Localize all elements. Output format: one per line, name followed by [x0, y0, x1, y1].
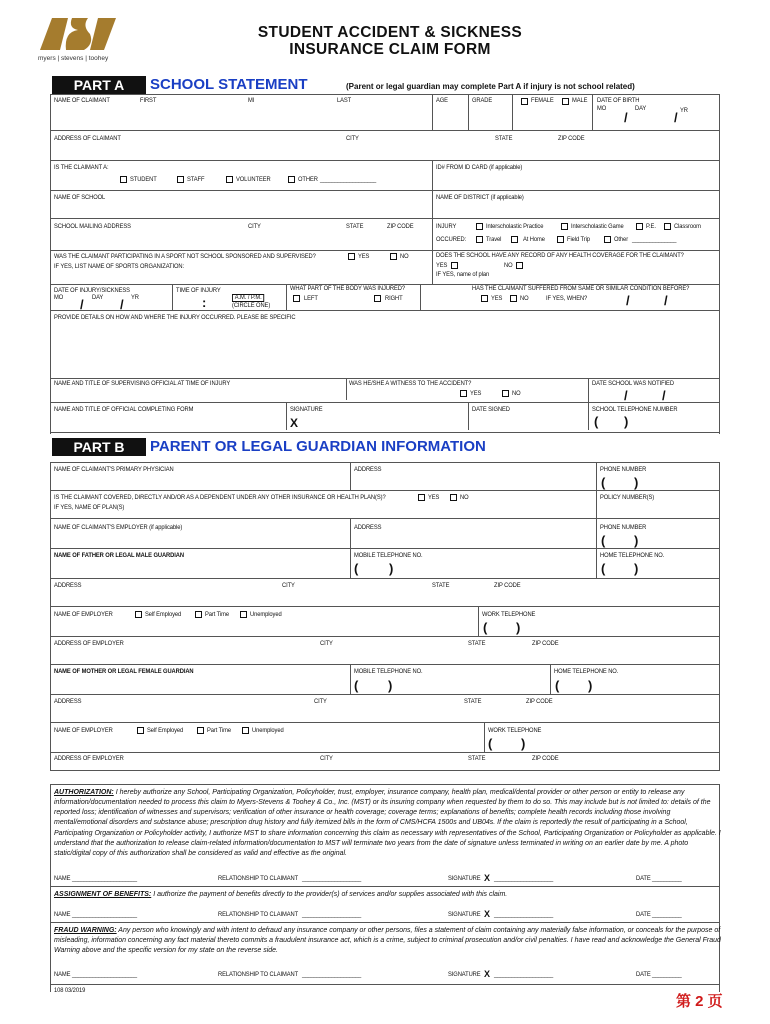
label-mother-employer-city: CITY [320, 755, 333, 762]
label-classroom: Classroom [674, 223, 701, 230]
fraud-name-field[interactable]: ______________________ [72, 971, 137, 978]
assign-relationship-field[interactable]: ____________________ [302, 911, 361, 918]
label-mother-city: CITY [314, 698, 327, 705]
label-field-trip: Field Trip [567, 236, 590, 243]
label-male: MALE [572, 97, 588, 104]
label-name-of-claimant: NAME OF CLAIMANT [54, 97, 110, 104]
fraud-paragraph [54, 926, 722, 956]
label-injury-yr: YR [131, 294, 139, 301]
label-first: FIRST [140, 97, 157, 104]
other-occurred-line[interactable]: _______________ [632, 236, 677, 243]
label-school-telephone: SCHOOL TELEPHONE NUMBER [592, 406, 678, 413]
label-witness-no: NO [512, 390, 521, 397]
label-father-employer-address: ADDRESS OF EMPLOYER [54, 640, 124, 647]
similar-no-checkbox[interactable] [510, 295, 517, 302]
label-sport-org: IF YES, LIST NAME OF SPORTS ORGANIZATION: [54, 263, 185, 270]
label-coverage-no: NO [504, 262, 513, 269]
label-right: RIGHT [385, 295, 403, 302]
label-father-unemployed: Unemployed [250, 611, 282, 618]
label-mother-state: STATE [464, 698, 482, 705]
label-dob-mo: MO [597, 105, 607, 112]
interscholastic-game-checkbox[interactable] [561, 223, 568, 230]
label-school-mailing-address: SCHOOL MAILING ADDRESS [54, 223, 131, 230]
label-coverage-yes: YES [436, 262, 448, 269]
father-unemployed-checkbox[interactable] [240, 611, 247, 618]
other-checkbox[interactable] [288, 176, 295, 183]
injury-date-slash-1: / [80, 297, 84, 312]
label-city: CITY [346, 135, 359, 142]
label-primary-physician: NAME OF CLAIMANT'S PRIMARY PHYSICIAN [54, 466, 174, 473]
assign-signature-x: X [484, 909, 491, 919]
label-mother-self-employed: Self Employed [147, 727, 184, 734]
label-mother-unemployed: Unemployed [252, 727, 284, 734]
label-employer-phone: PHONE NUMBER [600, 524, 647, 531]
label-if-yes-plans: IF YES, NAME OF PLAN(S) [54, 504, 125, 511]
label-official-completing: NAME AND TITLE OF OFFICIAL COMPLETING FORM [54, 406, 194, 413]
witness-no-checkbox[interactable] [502, 390, 509, 397]
label-occurred: OCCURED: [436, 236, 467, 243]
label-witness-yes: YES [470, 390, 482, 397]
label-dob-yr: YR [680, 107, 688, 114]
other-line[interactable]: ___________________ [320, 176, 376, 183]
label-signature: SIGNATURE [290, 406, 323, 413]
part-a-title: SCHOOL STATEMENT [150, 76, 308, 93]
dob-slash-1: / [624, 110, 628, 125]
label-date-notified: DATE SCHOOL WAS NOTIFIED [592, 380, 674, 387]
assign-signature-field[interactable]: ____________________ [494, 911, 553, 918]
label-mother-employer-state: STATE [468, 755, 486, 762]
label-policy-numbers: POLICY NUMBER(S) [600, 494, 655, 501]
label-grade: GRADE [472, 97, 493, 104]
auth-signature-field[interactable]: ____________________ [494, 875, 553, 882]
label-staff: STAFF [187, 176, 205, 183]
label-mother-home: HOME TELEPHONE NO. [554, 668, 619, 675]
label-other: OTHER [298, 176, 318, 183]
assign-date-field[interactable]: __________ [652, 911, 682, 918]
label-address-of-claimant: ADDRESS OF CLAIMANT [54, 135, 121, 142]
label-covered-question: IS THE CLAIMANT COVERED, DIRECTLY AND/OR AS A DEPENDENT UNDER ANY OTHER INSURANCE OR HEALTH PLAN(S)? [54, 494, 386, 501]
similar-yes-checkbox[interactable] [481, 295, 488, 302]
logo-mark-icon [38, 12, 118, 52]
part-b-title: PARENT OR LEGAL GUARDIAN INFORMATION [150, 438, 486, 455]
witness-yes-checkbox[interactable] [460, 390, 467, 397]
auth-date-label: DATE [636, 875, 651, 882]
auth-name-label: NAME [54, 875, 71, 882]
label-witness: WAS HE/SHE A WITNESS TO THE ACCIDENT? [349, 380, 472, 387]
authorization-heading: AUTHORIZATION: [54, 789, 114, 796]
fraud-heading: FRAUD WARNING: [54, 927, 117, 934]
sport-yes-checkbox[interactable] [348, 253, 355, 260]
assign-signature-label: SIGNATURE [448, 911, 481, 918]
label-injury-day: DAY [92, 294, 104, 301]
details-textarea[interactable] [52, 324, 718, 376]
label-mother-mobile: MOBILE TELEPHONE NO. [354, 668, 423, 675]
label-sport-yes: YES [358, 253, 370, 260]
label-if-yes-plan: IF YES, name of plan [436, 271, 490, 278]
label-mother-employer-address: ADDRESS OF EMPLOYER [54, 755, 124, 762]
label-father: NAME OF FATHER OR LEGAL MALE GUARDIAN [54, 552, 184, 559]
injury-date-slash-2: / [120, 297, 124, 312]
form-title-line1: STUDENT ACCIDENT & SICKNESS [257, 24, 523, 41]
authorization-text: I hereby authorize any School, Participating Organization, Policyholder, trust, employer, insurance company, health plan, medical/dental provider or other person or entity to release any information/documentation needed to process this claim to Myers-Stevens & Toohey & Co., Inc. (MST) or its insuring company when requested by them to do so. This may include but is not limited to: details of the reported loss; identification of witnesses and supervisors; verification of other insurance or health coverage; coverage terms; explanations of benefits; complete health records including those involving mental/emotional disorders and substance abuse; prescription drug history and fully itemized bills in the form of CMS/HCFA 1500s and UB04s. If the claim is reportedly the result of participating in a School, Participating Organization or Policyholder activity, I authorize MST to share information concerning this claim as necessary with representatives of the School, Participating Organization or Policyholder as applicable. I understand that the authorization to release claim-related information/documentation to MST will terminate two years from the date of signature unless terminated in writing on an earlier date by me. A photo static/digital copy of this authorization shall be considered as valid and effective as the original. [54, 789, 721, 857]
label-physician-phone: PHONE NUMBER [600, 466, 647, 473]
label-date-of-injury: DATE OF INJURY/SICKNESS [54, 287, 130, 294]
label-father-home: HOME TELEPHONE NO. [600, 552, 665, 559]
left-checkbox[interactable] [293, 295, 300, 302]
dob-slash-2: / [674, 110, 678, 125]
student-checkbox[interactable] [120, 176, 127, 183]
label-date-of-birth: DATE OF BIRTH [597, 97, 640, 104]
assignment-text: I authorize the payment of benefits directly to the provider(s) of services and/or supplies associated with this claim. [153, 891, 508, 898]
label-interscholastic-game: Interscholastic Game [571, 223, 624, 230]
page-number: 第 2 页 [676, 993, 723, 1010]
label-sport-no: NO [400, 253, 409, 260]
label-injury: INJURY [436, 223, 457, 230]
right-checkbox[interactable] [374, 295, 381, 302]
label-covered-yes: YES [428, 494, 440, 501]
label-physician-address: ADDRESS [354, 466, 382, 473]
part-b-badge: PART B [52, 438, 146, 456]
label-mother-work-telephone: WORK TELEPHONE [488, 727, 542, 734]
label-at-home: At Home [523, 236, 545, 243]
label-father-work-telephone: WORK TELEPHONE [482, 611, 536, 618]
label-mother-part-time: Part Time [207, 727, 231, 734]
label-similar-no: NO [520, 295, 529, 302]
notified-slash-1: / [624, 388, 628, 403]
logo-brand-text: myers | stevens | toohey [38, 55, 109, 62]
father-self-employed-checkbox[interactable] [135, 611, 142, 618]
label-father-address: ADDRESS [54, 582, 82, 589]
signature-x[interactable]: X [290, 416, 299, 430]
sport-no-checkbox[interactable] [390, 253, 397, 260]
label-father-self-employed: Self Employed [145, 611, 182, 618]
label-what-part: WHAT PART OF THE BODY WAS INJURED? [290, 285, 406, 292]
similar-slash-2: / [664, 293, 668, 308]
label-mother: NAME OF MOTHER OR LEGAL FEMALE GUARDIAN [54, 668, 194, 675]
part-a-subtitle: (Parent or legal guardian may complete Part A if injury is not school related) [346, 82, 635, 91]
label-school-zip: ZIP CODE [387, 223, 414, 230]
label-employer-address: ADDRESS [354, 524, 382, 531]
assignment-paragraph [54, 890, 722, 900]
auth-relationship-field[interactable]: ____________________ [302, 875, 361, 882]
label-female: FEMALE [531, 97, 554, 104]
covered-no-checkbox[interactable] [450, 494, 457, 501]
fraud-relationship-label: RELATIONSHIP TO CLAIMANT [218, 971, 299, 978]
assign-name-label: NAME [54, 911, 71, 918]
label-mother-employer: NAME OF EMPLOYER [54, 727, 113, 734]
fraud-name-label: NAME [54, 971, 71, 978]
fraud-signature-field[interactable]: ____________________ [494, 971, 553, 978]
label-age: AGE [436, 97, 448, 104]
label-pe: P.E. [646, 223, 656, 230]
label-school-city: CITY [248, 223, 261, 230]
auth-name-field[interactable]: ______________________ [72, 875, 137, 882]
label-date-signed: DATE SIGNED [472, 406, 510, 413]
label-father-state: STATE [432, 582, 450, 589]
label-is-claimant-a: IS THE CLAIMANT A: [54, 164, 109, 171]
fraud-date-field[interactable]: __________ [652, 971, 682, 978]
label-similar-condition: HAS THE CLAIMANT SUFFERED FROM SAME OR SIMILAR CONDITION BEFORE? [472, 285, 690, 292]
label-father-employer-zip: ZIP CODE [532, 640, 559, 647]
auth-signature-x: X [484, 873, 491, 883]
auth-date-field[interactable]: __________ [652, 875, 682, 882]
label-other-occurred: Other [614, 236, 629, 243]
label-left: LEFT [304, 295, 318, 302]
fraud-text: Any person who knowingly and with intent to defraud any insurance company or other persons, files a statement of claim containing any materially false information, or conceals for the purpose of misleading, information concerning any fact material thereto commits a fraudulent insurance act, which is a crime, subject to criminal prosecution and/or civil penalties. I have read and acknowledge the General Fraud Warning above and the specific version for my state on the reverse side. [54, 927, 721, 955]
volunteer-checkbox[interactable] [226, 176, 233, 183]
male-checkbox[interactable] [562, 98, 569, 105]
fraud-date-label: DATE [636, 971, 651, 978]
label-student: STUDENT [130, 176, 157, 183]
label-claimant-employer: NAME OF CLAIMANT'S EMPLOYER (if applicable) [54, 524, 183, 531]
at-home-checkbox[interactable] [511, 236, 518, 243]
label-mi: MI [248, 97, 255, 104]
label-father-zip: ZIP CODE [494, 582, 521, 589]
label-father-employer-city: CITY [320, 640, 333, 647]
form-code: 108 03/2019 [54, 987, 86, 994]
label-sport-question: WAS THE CLAIMANT PARTICIPATING IN A SPORT NOT SCHOOL SPONSORED AND SUPERVISED? [54, 253, 316, 260]
label-covered-no: NO [460, 494, 469, 501]
time-colon: : [202, 295, 207, 310]
label-name-of-district: NAME OF DISTRICT (if applicable) [436, 194, 524, 201]
label-provide-details: PROVIDE DETAILS ON HOW AND WHERE THE INJURY OCCURRED. PLEASE BE SPECIFIC [54, 314, 296, 321]
assign-date-label: DATE [636, 911, 651, 918]
am-pm-toggle[interactable]: A.M. / P.M. [232, 294, 264, 302]
label-mother-address: ADDRESS [54, 698, 82, 705]
label-mother-employer-zip: ZIP CODE [532, 755, 559, 762]
notified-slash-2: / [662, 388, 666, 403]
fraud-signature-label: SIGNATURE [448, 971, 481, 978]
label-if-yes-when: IF YES, WHEN? [546, 295, 588, 302]
label-coverage-question: DOES THE SCHOOL HAVE ANY RECORD OF ANY HEALTH COVERAGE FOR THE CLAIMANT? [436, 252, 684, 259]
label-father-employer-state: STATE [468, 640, 486, 647]
label-id-from-card: ID# FROM ID CARD (if applicable) [436, 164, 523, 171]
assign-relationship-label: RELATIONSHIP TO CLAIMANT [218, 911, 299, 918]
label-interscholastic-practice: Interscholastic Practice [486, 223, 544, 230]
label-mother-zip: ZIP CODE [526, 698, 553, 705]
part-a-badge: PART A [52, 76, 146, 94]
label-zip: ZIP CODE [558, 135, 585, 142]
mother-self-employed-checkbox[interactable] [137, 727, 144, 734]
fraud-relationship-field[interactable]: ____________________ [302, 971, 361, 978]
pe-checkbox[interactable] [636, 223, 643, 230]
label-circle-one: (CIRCLE ONE) [232, 302, 271, 309]
label-father-part-time: Part Time [205, 611, 229, 618]
similar-slash-1: / [626, 293, 630, 308]
label-father-mobile: MOBILE TELEPHONE NO. [354, 552, 423, 559]
label-school-state: STATE [346, 223, 364, 230]
label-supervising-official: NAME AND TITLE OF SUPERVISING OFFICIAL AT TIME OF INJURY [54, 380, 231, 387]
auth-signature-label: SIGNATURE [448, 875, 481, 882]
label-dob-day: DAY [635, 105, 647, 112]
assignment-heading: ASSIGNMENT OF BENEFITS: [54, 891, 152, 898]
travel-checkbox[interactable] [476, 236, 483, 243]
classroom-checkbox[interactable] [664, 223, 671, 230]
female-checkbox[interactable] [521, 98, 528, 105]
auth-relationship-label: RELATIONSHIP TO CLAIMANT [218, 875, 299, 882]
covered-yes-checkbox[interactable] [418, 494, 425, 501]
staff-checkbox[interactable] [177, 176, 184, 183]
interscholastic-practice-checkbox[interactable] [476, 223, 483, 230]
label-father-employer: NAME OF EMPLOYER [54, 611, 113, 618]
field-trip-checkbox[interactable] [557, 236, 564, 243]
form-title-line2: INSURANCE CLAIM FORM [289, 41, 491, 58]
company-logo [38, 12, 118, 64]
coverage-yes-checkbox[interactable] [451, 262, 458, 269]
fraud-signature-x: X [484, 969, 491, 979]
label-time-of-injury: TIME OF INJURY [176, 287, 221, 294]
label-name-of-school: NAME OF SCHOOL [54, 194, 106, 201]
label-father-city: CITY [282, 582, 295, 589]
other-occurred-checkbox[interactable] [604, 236, 611, 243]
label-similar-yes: YES [491, 295, 503, 302]
label-travel: Travel [486, 236, 502, 243]
assign-name-field[interactable]: ______________________ [72, 911, 137, 918]
mother-unemployed-checkbox[interactable] [242, 727, 249, 734]
mother-part-time-checkbox[interactable] [197, 727, 204, 734]
label-state: STATE [495, 135, 513, 142]
father-part-time-checkbox[interactable] [195, 611, 202, 618]
label-injury-mo: MO [54, 294, 64, 301]
label-last: LAST [337, 97, 352, 104]
coverage-no-checkbox[interactable] [516, 262, 523, 269]
authorization-paragraph [54, 788, 722, 859]
label-volunteer: VOLUNTEER [236, 176, 271, 183]
